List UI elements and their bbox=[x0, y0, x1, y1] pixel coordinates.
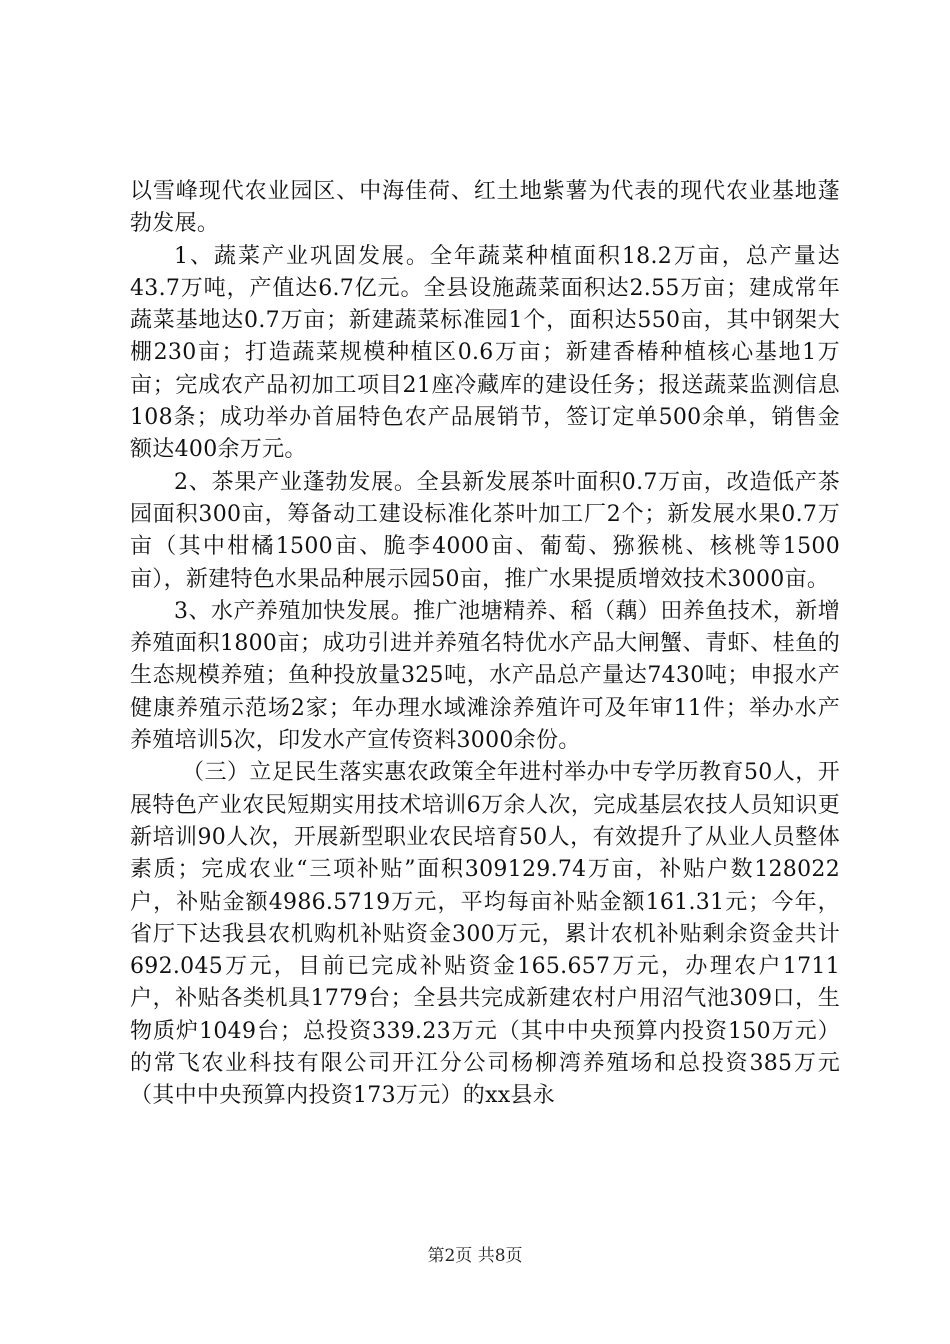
page-number-footer: 第2页 共8页 bbox=[427, 1246, 523, 1266]
paragraph-aquaculture: 3、水产养殖加快发展。推广池塘精养、稻（藕）田养鱼技术，新增养殖面积1800亩；成功引进并养殖名特优水产品大闸蟹、青虾、桂鱼的生态规模养殖；鱼种投放量325吨，水产品总产量达7430吨；申报水产健康养殖示范场2家；年办理水域滩涂养殖许可及年审11件；举办水产养殖培训5次，印发水产宣传资料3000余份。 bbox=[130, 598, 840, 754]
document-body bbox=[130, 176, 840, 1113]
paragraph-vegetable-industry: 1、蔬菜产业巩固发展。全年蔬菜种植面积18.2万亩，总产量达43.7万吨，产值达6.7亿元。全县设施蔬菜面积达2.55万亩；建成常年蔬菜基地达0.7万亩；新建蔬菜标准园1个，面积达550亩，其中钢架大棚230亩；打造蔬菜规模种植区0.6万亩；新建香椿种植核心基地1万亩；完成农产品初加工项目21座冷藏库的建设任务；报送蔬菜监测信息108条；成功举办首届特色农产品展销节，签订定单500余单，销售金额达400余万元。 bbox=[130, 243, 840, 463]
paragraph-tea-fruit-industry: 2、茶果产业蓬勃发展。全县新发展茶叶面积0.7万亩，改造低产茶园面积300亩，筹备动工建设标准化茶叶加工厂2个；新发展水果0.7万亩（其中柑橘1500亩、脆李4000亩、葡萄、猕猴桃、核桃等1500亩），新建特色水果品种展示园50亩，推广水果提质增效技术3000亩。 bbox=[130, 469, 840, 592]
paragraph-continuation: 以雪峰现代农业园区、中海佳荷、红土地紫薯为代表的现代农业基地蓬勃发展。 bbox=[130, 179, 840, 237]
paragraph-livelihood-policy: （三）立足民生落实惠农政策全年进村举办中专学历教育50人，开展特色产业农民短期实用技术培训6万余人次，完成基层农技人员知识更新培训90人次，开展新型职业农民培育50人，有效提升了从业人员整体素质；完成农业“三项补贴”面积309129.74万亩，补贴户数128022户，补贴金额4986.5719万元，平均每亩补贴金额161.31元；今年，省厅下达我县农机购机补贴资金300万元，累计农机补贴剩余资金共计692.045万元，目前已完成补贴资金165.657万元，办理农户1711户，补贴各类机具1779台；全县共完成新建农村户用沼气池309口，生物质炉1049台；总投资339.23万元（其中中央预算内投资150万元）的常飞农业科技有限公司开江分公司杨柳湾养殖场和总投资385万元（其中中央预算内投资173万元）的xx县永 bbox=[130, 760, 840, 1109]
